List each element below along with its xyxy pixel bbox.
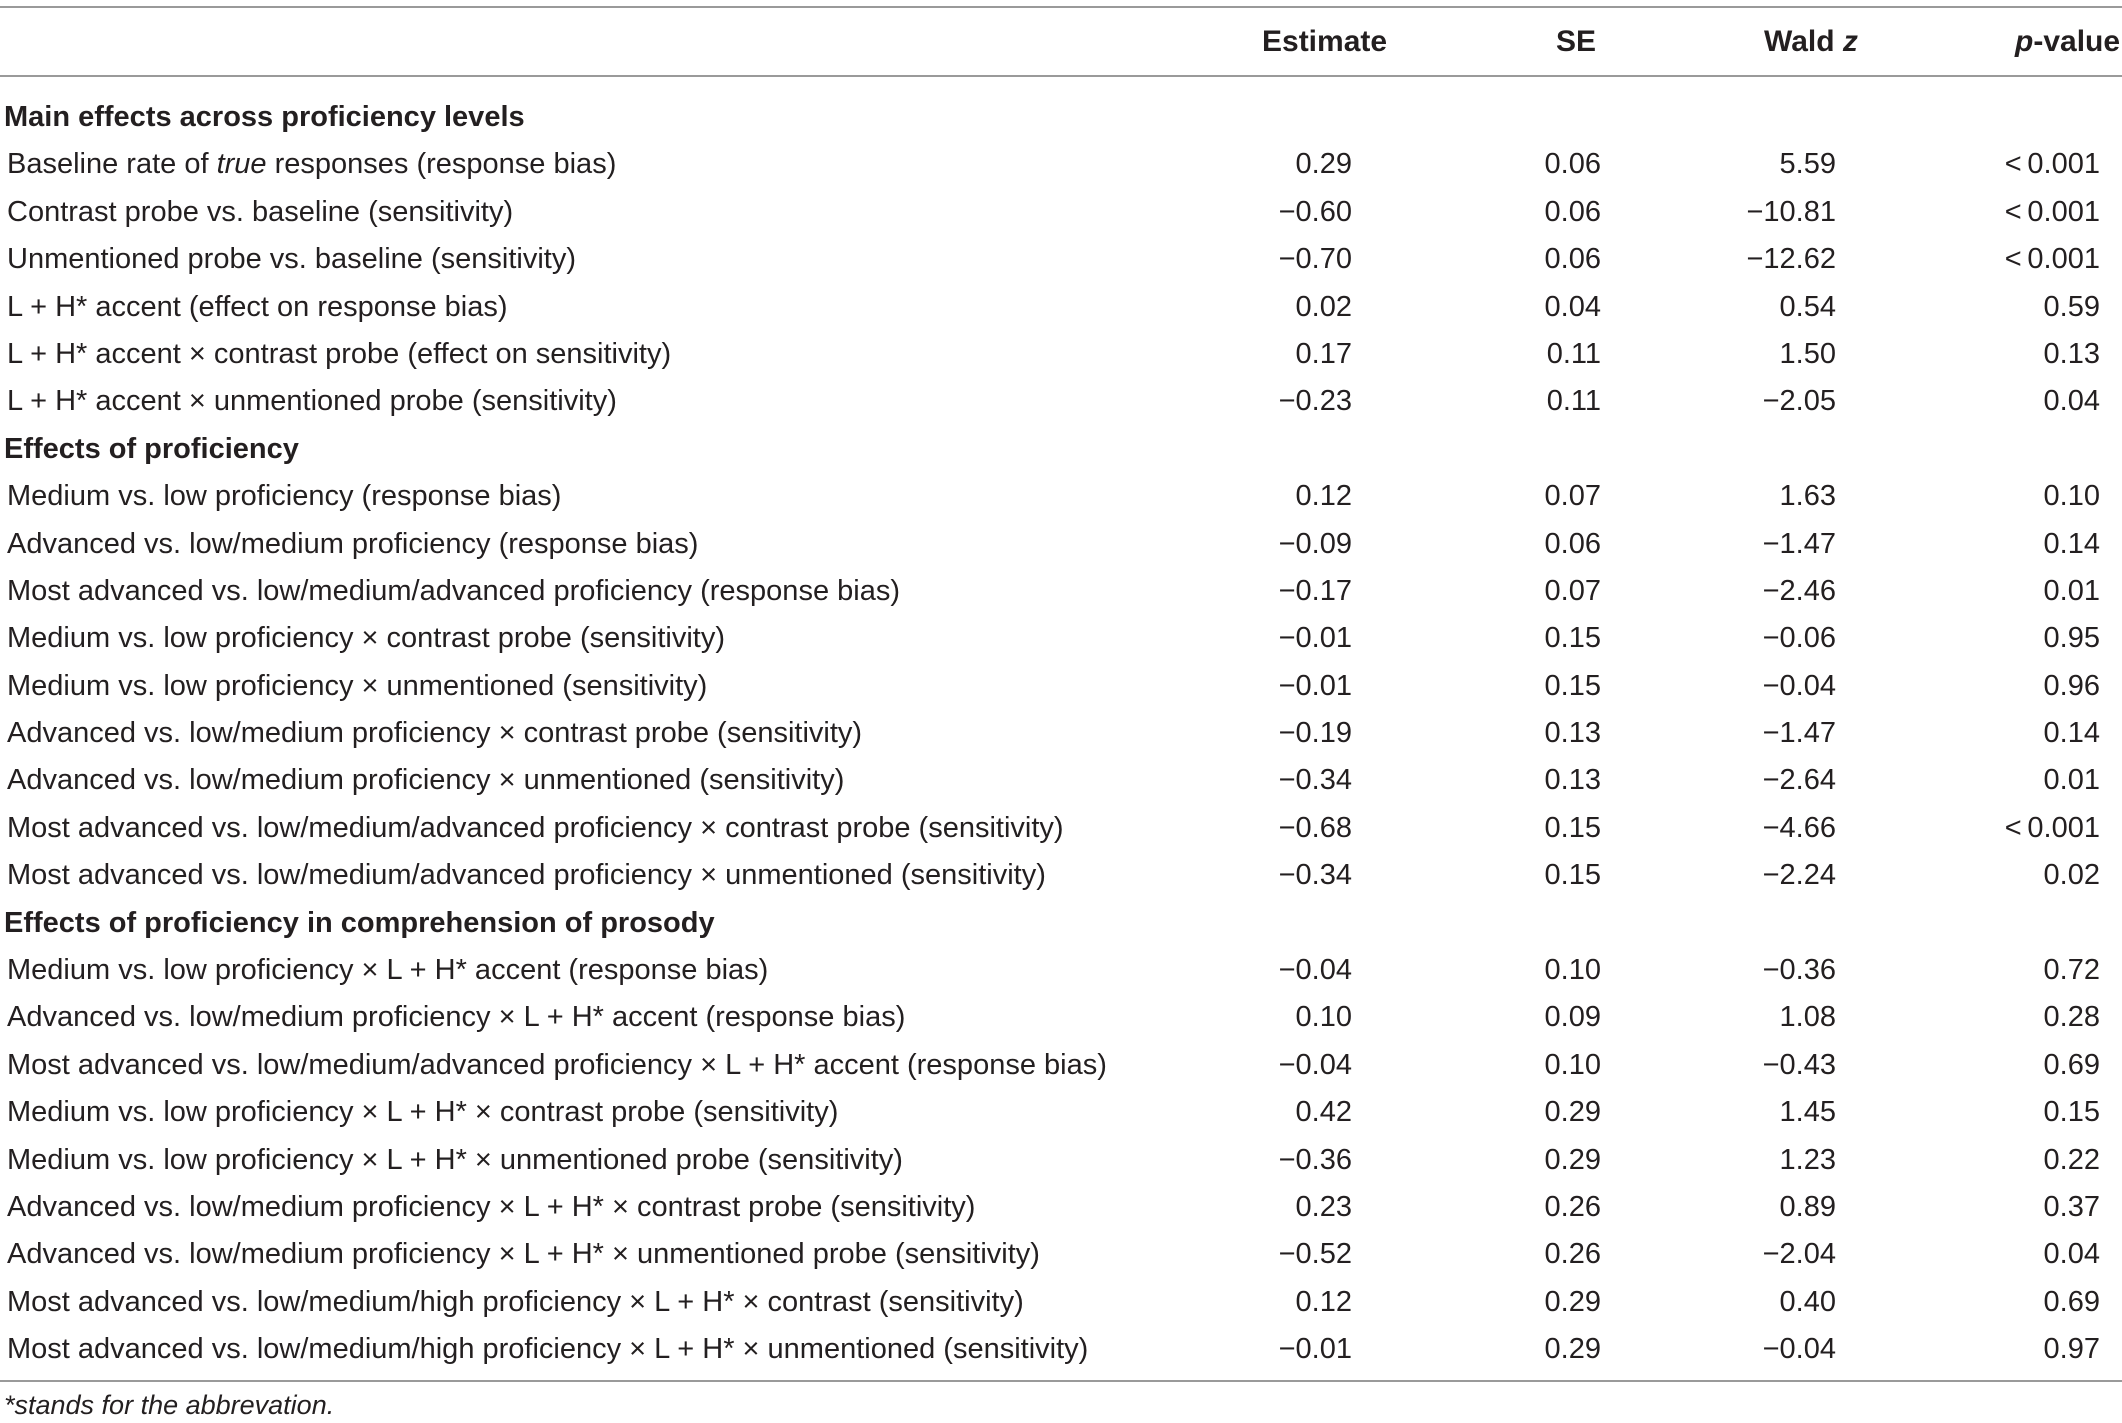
estimate-cell: −0.70 (1278, 243, 1352, 276)
p-value-cell: 0.69 (2043, 1048, 2100, 1081)
row-label (7, 1137, 903, 1184)
header-se: SE (1556, 25, 1597, 58)
row-label (7, 615, 725, 662)
wald-z-cell: −2.64 (1762, 764, 1836, 797)
table-row (0, 1089, 2122, 1136)
estimate-cell: −0.17 (1278, 574, 1352, 607)
table-row (0, 141, 2122, 188)
table-row (0, 378, 2122, 425)
table-header (0, 6, 2122, 75)
se-cell: 0.06 (1544, 148, 1601, 181)
row-label-text-end: responses (response bias) (266, 148, 617, 181)
row-label-text: Contrast probe vs. baseline (sensitivity) (7, 195, 514, 228)
estimate-cell: −0.01 (1278, 669, 1352, 702)
se-cell: 0.29 (1544, 1333, 1601, 1366)
row-label-text: Most advanced vs. low/medium/advanced proficiency × contrast probe (sensitivity) (7, 811, 1064, 844)
table-row (0, 663, 2122, 710)
se-cell: 0.29 (1544, 1096, 1601, 1129)
se-cell: 0.07 (1544, 574, 1601, 607)
row-label-text: Advanced vs. low/medium proficiency × L + H* accent (response bias) (7, 1001, 906, 1034)
se-cell: 0.04 (1544, 290, 1601, 323)
wald-z-cell: 0.40 (1779, 1285, 1836, 1318)
estimate-cell: 0.12 (1295, 1285, 1352, 1318)
se-cell: 0.15 (1544, 811, 1601, 844)
p-value-cell: 0.95 (2043, 622, 2100, 655)
estimate-cell: −0.23 (1278, 385, 1352, 418)
section-header-row (0, 426, 2122, 473)
table-row (0, 331, 2122, 378)
table-row (0, 521, 2122, 568)
table-row (0, 615, 2122, 662)
row-label (7, 236, 576, 283)
row-label-text: Most advanced vs. low/medium/high proficiency × L + H* × contrast (sensitivity) (7, 1285, 1024, 1318)
p-value-cell: 0.22 (2043, 1143, 2100, 1176)
se-cell: 0.26 (1544, 1238, 1601, 1271)
se-cell: 0.06 (1544, 527, 1601, 560)
wald-z-cell: −2.46 (1762, 574, 1836, 607)
wald-z-cell: −2.24 (1762, 859, 1836, 892)
row-label (7, 141, 616, 188)
section-title: Effects of proficiency in comprehension of prosody (4, 906, 715, 939)
table-footnote: *stands for the abbrevation. (4, 1390, 335, 1420)
p-value-cell: 0.02 (2043, 859, 2100, 892)
p-value-cell: 0.37 (2043, 1190, 2100, 1223)
se-cell: 0.11 (1546, 385, 1601, 418)
wald-z-cell: −2.04 (1762, 1238, 1836, 1271)
row-label (7, 805, 1064, 852)
wald-z-cell: 1.50 (1779, 337, 1836, 370)
row-label-text: Advanced vs. low/medium proficiency × L + H* × unmentioned probe (sensitivity) (7, 1238, 1040, 1271)
wald-z-cell: −0.04 (1762, 1333, 1836, 1366)
table-row (0, 1137, 2122, 1184)
wald-z-cell: 1.63 (1779, 480, 1836, 513)
estimate-cell: −0.04 (1278, 954, 1352, 987)
table-body (0, 94, 2122, 1374)
row-label-text: Advanced vs. low/medium proficiency × contrast probe (sensitivity) (7, 717, 863, 750)
estimate-cell: 0.42 (1295, 1096, 1352, 1129)
row-label (7, 521, 698, 568)
wald-z-cell: 0.89 (1779, 1190, 1836, 1223)
p-value-cell: < 0.001 (2004, 148, 2100, 181)
p-value-cell: < 0.001 (2004, 811, 2100, 844)
se-cell: 0.06 (1544, 243, 1601, 276)
se-cell: 0.29 (1544, 1285, 1601, 1318)
wald-z-cell: −1.47 (1762, 717, 1836, 750)
table-row (0, 805, 2122, 852)
estimate-cell: 0.10 (1295, 1001, 1352, 1034)
wald-z-cell: −0.06 (1762, 622, 1836, 655)
wald-z-cell: −1.47 (1762, 527, 1836, 560)
row-label (7, 1231, 1040, 1278)
p-value-cell: 0.14 (2043, 527, 2100, 560)
p-value-cell: 0.04 (2043, 1238, 2100, 1271)
wald-z-cell: −12.62 (1746, 243, 1836, 276)
table-bottom-rule (0, 1380, 2122, 1382)
wald-z-cell: 0.54 (1779, 290, 1836, 323)
p-value-cell: 0.15 (2043, 1096, 2100, 1129)
wald-z-cell: −0.43 (1762, 1048, 1836, 1081)
row-label-text: L + H* accent × contrast probe (effect on sensitivity) (7, 337, 672, 370)
table-row (0, 1231, 2122, 1278)
se-cell: 0.15 (1544, 622, 1601, 655)
estimate-cell: −0.19 (1278, 717, 1352, 750)
table-row (0, 757, 2122, 804)
wald-z-cell: −4.66 (1762, 811, 1836, 844)
row-label-text: Medium vs. low proficiency × L + H* × contrast probe (sensitivity) (7, 1096, 839, 1129)
row-label (7, 1089, 838, 1136)
row-label (7, 852, 1046, 899)
p-value-cell: 0.72 (2043, 954, 2100, 987)
se-cell: 0.13 (1544, 764, 1601, 797)
row-label-text: L + H* accent (effect on response bias) (7, 290, 508, 323)
table-row (0, 473, 2122, 520)
row-label-text: Medium vs. low proficiency × unmentioned (sensitivity) (7, 669, 708, 702)
section-header-row (0, 900, 2122, 947)
row-label-text: Unmentioned probe vs. baseline (sensitivity) (7, 243, 576, 276)
estimate-cell: 0.12 (1295, 480, 1352, 513)
estimate-cell: 0.23 (1295, 1190, 1352, 1223)
table-row (0, 710, 2122, 757)
table-row (0, 568, 2122, 615)
wald-z-cell: 1.08 (1779, 1001, 1836, 1034)
section-header-row (0, 94, 2122, 141)
table-header-rule (0, 75, 2122, 77)
estimate-cell: −0.01 (1278, 1333, 1352, 1366)
row-label (7, 994, 905, 1041)
se-cell: 0.06 (1544, 195, 1601, 228)
table-row (0, 1279, 2122, 1326)
row-label-text: Advanced vs. low/medium proficiency × unmentioned (sensitivity) (7, 764, 845, 797)
row-label-text: Medium vs. low proficiency × L + H* accent (response bias) (7, 954, 769, 987)
row-label-text: Most advanced vs. low/medium/advanced proficiency (response bias) (7, 574, 900, 607)
row-label (7, 663, 707, 710)
section-title: Main effects across proficiency levels (4, 101, 525, 133)
se-cell: 0.13 (1544, 717, 1601, 750)
estimate-cell: 0.29 (1295, 148, 1352, 181)
se-cell: 0.09 (1544, 1001, 1601, 1034)
wald-z-cell: 1.23 (1779, 1143, 1836, 1176)
row-label-text: Baseline rate of (7, 148, 217, 181)
estimate-cell: −0.09 (1278, 527, 1352, 560)
p-value-cell: 0.28 (2043, 1001, 2100, 1034)
row-label-text: Medium vs. low proficiency × L + H* × unmentioned probe (sensitivity) (7, 1143, 903, 1176)
estimate-cell: 0.17 (1295, 337, 1352, 370)
row-label-text: Most advanced vs. low/medium/high proficiency × L + H* × unmentioned (sensitivity) (7, 1333, 1089, 1366)
table-row (0, 852, 2122, 899)
wald-z-cell: −0.04 (1762, 669, 1836, 702)
row-label-text: Most advanced vs. low/medium/advanced proficiency × unmentioned (sensitivity) (7, 859, 1046, 892)
estimate-cell: −0.04 (1278, 1048, 1352, 1081)
row-label-text: Advanced vs. low/medium proficiency × L + H* × contrast probe (sensitivity) (7, 1190, 976, 1223)
se-cell: 0.15 (1544, 859, 1601, 892)
table-row (0, 236, 2122, 283)
row-label (7, 568, 900, 615)
table-row (0, 1326, 2122, 1373)
row-label (7, 710, 862, 757)
row-label-text: Medium vs. low proficiency (response bias) (7, 480, 562, 513)
p-value-cell: 0.59 (2043, 290, 2100, 323)
estimate-cell: −0.01 (1278, 622, 1352, 655)
p-value-cell: 0.14 (2043, 717, 2100, 750)
estimate-cell: 0.02 (1295, 290, 1352, 323)
estimate-cell: −0.68 (1278, 811, 1352, 844)
row-label (7, 1042, 1107, 1089)
section-title: Effects of proficiency (4, 432, 299, 465)
row-label-emphasis: true (216, 148, 267, 181)
row-label (7, 284, 508, 331)
estimate-cell: −0.60 (1278, 195, 1352, 228)
se-cell: 0.29 (1544, 1143, 1601, 1176)
p-value-cell: 0.97 (2043, 1333, 2100, 1366)
table-row (0, 189, 2122, 236)
row-label-text: Advanced vs. low/medium proficiency (response bias) (7, 527, 699, 560)
se-cell: 0.10 (1544, 954, 1601, 987)
p-value-cell: 0.01 (2043, 574, 2100, 607)
p-value-cell: < 0.001 (2004, 195, 2100, 228)
row-label-text: Most advanced vs. low/medium/advanced proficiency × L + H* accent (response bias) (7, 1048, 1107, 1081)
row-label (7, 1279, 1024, 1326)
estimate-cell: −0.36 (1278, 1143, 1352, 1176)
estimate-cell: −0.34 (1278, 859, 1352, 892)
row-label-text: L + H* accent × unmentioned probe (sensitivity) (7, 385, 617, 418)
se-cell: 0.15 (1544, 669, 1601, 702)
estimate-cell: −0.52 (1278, 1238, 1352, 1271)
p-value-cell: 0.96 (2043, 669, 2100, 702)
header-estimate: Estimate (1262, 25, 1388, 58)
p-value-cell: < 0.001 (2004, 243, 2100, 276)
se-cell: 0.10 (1544, 1048, 1601, 1081)
estimate-cell: −0.34 (1278, 764, 1352, 797)
p-value-cell: 0.01 (2043, 764, 2100, 797)
se-cell: 0.26 (1544, 1190, 1601, 1223)
row-label (7, 1184, 975, 1231)
row-label (7, 331, 671, 378)
p-value-cell: 0.69 (2043, 1285, 2100, 1318)
row-label (7, 757, 844, 804)
table-row (0, 1184, 2122, 1231)
header-p-value: p-value (2015, 25, 2121, 58)
se-cell: 0.07 (1544, 480, 1601, 513)
table-row (0, 947, 2122, 994)
wald-z-cell: 5.59 (1779, 148, 1836, 181)
table-row (0, 284, 2122, 331)
table-row (0, 1042, 2122, 1089)
row-label (7, 1326, 1088, 1373)
p-value-cell: 0.10 (2043, 480, 2100, 513)
wald-z-cell: −2.05 (1762, 385, 1836, 418)
row-label (7, 378, 617, 425)
wald-z-cell: 1.45 (1779, 1096, 1836, 1129)
p-value-cell: 0.13 (2043, 337, 2100, 370)
wald-z-cell: −0.36 (1762, 954, 1836, 987)
row-label-text: Medium vs. low proficiency × contrast probe (sensitivity) (7, 622, 726, 655)
row-label (7, 189, 513, 236)
table-row (0, 994, 2122, 1041)
p-value-cell: 0.04 (2043, 385, 2100, 418)
row-label (7, 473, 561, 520)
se-cell: 0.11 (1546, 337, 1601, 370)
header-wald-z: Wald z (1764, 25, 1858, 58)
wald-z-cell: −10.81 (1746, 195, 1836, 228)
row-label (7, 947, 768, 994)
